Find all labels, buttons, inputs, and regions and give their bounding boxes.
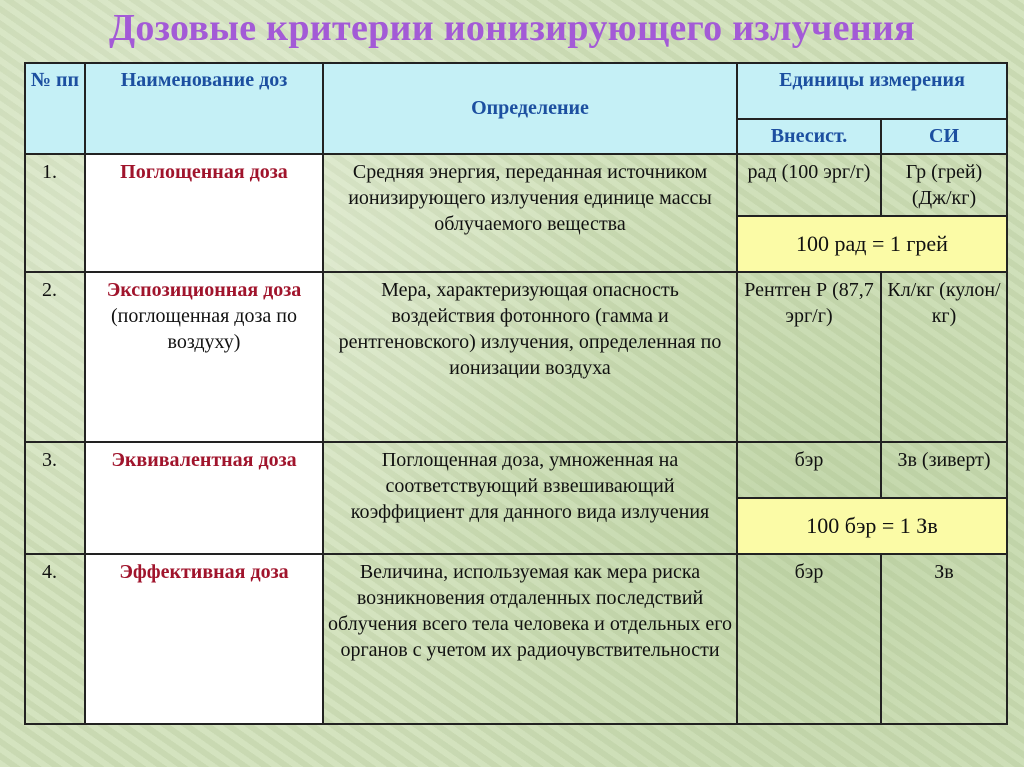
table-row: [25, 442, 1007, 498]
dose-definition: Величина, используемая как мера риска возникновения отдаленных последствий облучения всего тела человека и отдельных его органов с учетом их радиочувствительности: [323, 554, 737, 724]
unit-si: Зв: [881, 554, 1007, 724]
dose-name-cell: [85, 272, 323, 442]
table-row: [25, 554, 1007, 724]
dose-name: Эффективная доза: [85, 554, 323, 724]
unit-nonsystem: бэр: [737, 554, 881, 724]
row-number: 2.: [25, 272, 85, 442]
unit-nonsystem: Рентген Р (87,7 эрг/г): [737, 272, 881, 442]
header-name: Наименование доз: [85, 63, 323, 154]
header-units: Единицы измерения: [737, 63, 1007, 119]
unit-nonsystem: бэр: [737, 442, 881, 498]
dose-name: Эквивалентная доза: [85, 442, 323, 554]
row-number: 3.: [25, 442, 85, 554]
row-number: 4.: [25, 554, 85, 724]
unit-si: Кл/кг (кулон/кг): [881, 272, 1007, 442]
page-title: Дозовые критерии ионизирующего излучения: [108, 7, 916, 49]
conversion-note: 100 рад = 1 грей: [737, 216, 1007, 272]
dose-criteria-table: [24, 62, 1008, 725]
unit-nonsystem: рад (100 эрг/г): [737, 154, 881, 216]
dose-definition: Средняя энергия, переданная источником ионизирующего излучения единице массы облучаемого вещества: [323, 154, 737, 272]
table-row: [25, 154, 1007, 216]
unit-si: Гр (грей) (Дж/кг): [881, 154, 1007, 216]
header-nonsystem: Внесист.: [737, 119, 881, 154]
table-row: [25, 272, 1007, 442]
dose-definition: Мера, характеризующая опасность воздействия фотонного (гамма и рентгеновского) излучения, определенная по ионизации воздуха: [323, 272, 737, 442]
dose-name: Экспозиционная доза: [106, 279, 302, 301]
unit-si: Зв (зиверт): [881, 442, 1007, 498]
dose-definition: Поглощенная доза, умноженная на соответствующий взвешивающий коэффициент для данного вида излучения: [323, 442, 737, 554]
dose-name: Поглощенная доза: [85, 154, 323, 272]
row-number: 1.: [25, 154, 85, 272]
header-row: [25, 63, 1007, 119]
dose-name-note: (поглощенная доза по воздуху): [111, 305, 297, 353]
conversion-note: 100 бэр = 1 Зв: [737, 498, 1007, 554]
header-definition: Определение: [323, 63, 737, 154]
header-si: СИ: [881, 119, 1007, 154]
header-num: № пп: [25, 63, 85, 154]
